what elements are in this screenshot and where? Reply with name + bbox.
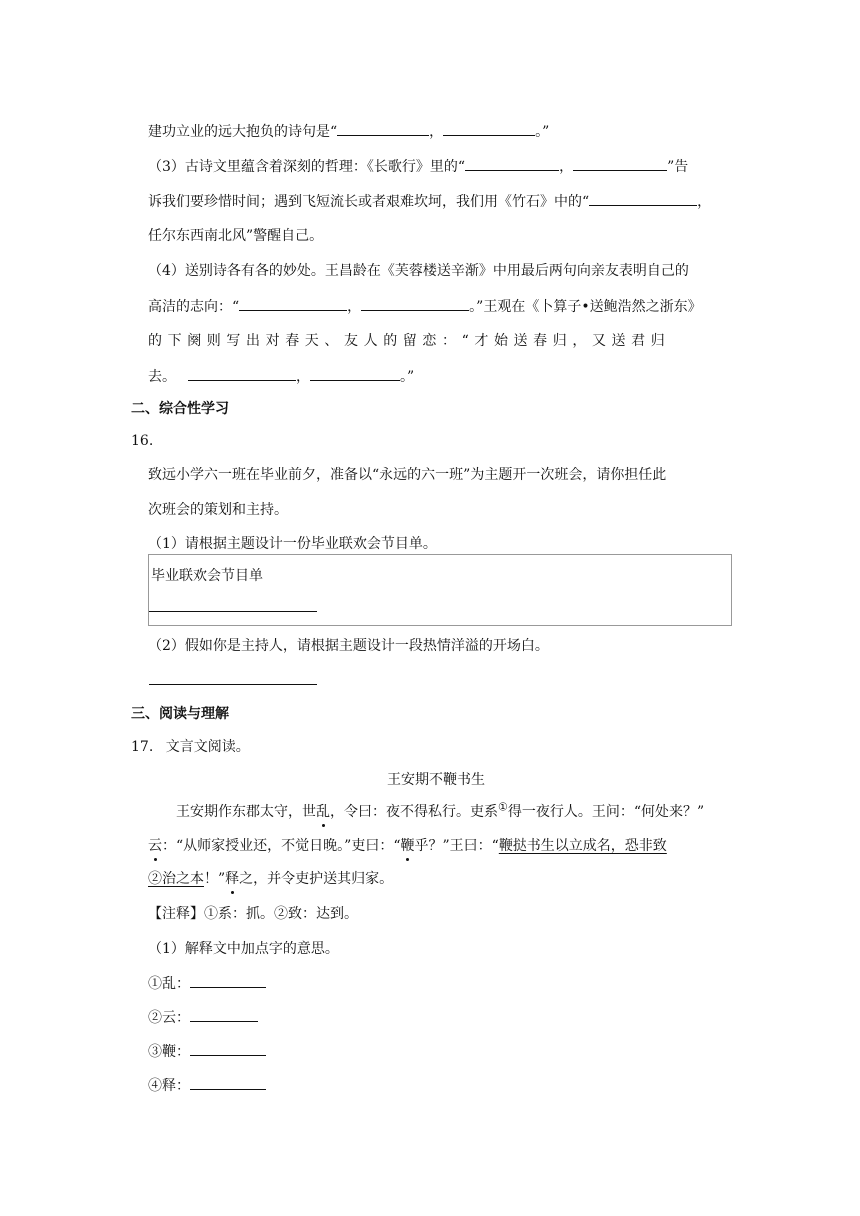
- q16-intro-line-2: 次班会的策划和主持。: [148, 502, 288, 518]
- note-mark: ①: [498, 800, 508, 814]
- passage-title: 王安期不鞭书生: [387, 772, 485, 788]
- notes: 【注释】①系：抓。②致：达到。: [148, 906, 358, 922]
- dotted-char: 云: [148, 838, 162, 854]
- text: ，: [429, 124, 444, 140]
- answer-blank[interactable]: [337, 121, 429, 136]
- answer-line[interactable]: [149, 684, 317, 685]
- q17-sub1: （1）解释文中加点字的意思。: [148, 941, 339, 957]
- answer-blank[interactable]: [190, 1075, 266, 1090]
- dotted-char: 释: [225, 871, 240, 887]
- q15-line-1: [148, 121, 549, 142]
- text: ”告: [667, 159, 689, 175]
- q15-part3-line-2: [148, 191, 711, 212]
- answer-blank[interactable]: [190, 1041, 266, 1056]
- answer-blank[interactable]: [190, 1007, 258, 1022]
- text: 乎？”王曰：“: [414, 838, 499, 854]
- answer-item: [148, 1041, 266, 1062]
- answer-line[interactable]: [149, 611, 317, 612]
- q15-part3-line-1: [148, 156, 688, 177]
- answer-blank[interactable]: [190, 973, 266, 988]
- answer-blank[interactable]: [361, 296, 469, 311]
- section-heading: 三、阅读与理解: [131, 706, 229, 722]
- q15-part3-line-3: 任尔东西南北风”警醒自己。: [148, 228, 324, 244]
- text: 。”: [400, 369, 415, 385]
- answer-blank[interactable]: [443, 121, 535, 136]
- answer-blank[interactable]: [188, 366, 296, 381]
- q15-part4-line-3: 的下阕则写出对春天、友人的留恋：“才始送春归，又送君归: [148, 333, 671, 349]
- q16-part1: （1）请根据主题设计一份毕业联欢会节目单。: [148, 536, 437, 552]
- text: 建功立业的远大抱负的诗句是“: [148, 124, 338, 140]
- text: ，: [697, 194, 712, 210]
- text: 得一夜行人。王问：“何处来？”: [507, 804, 705, 820]
- underlined-sentence: 鞭挞书生以立成名，恐非致: [498, 838, 667, 854]
- text: （3）古诗文里蕴含着深刻的哲理：《长歌行》里的“: [148, 159, 466, 175]
- text: 高洁的志向：“: [148, 299, 240, 315]
- text: ！”: [204, 871, 226, 887]
- underlined-sentence: ②治之本: [148, 871, 204, 887]
- answer-item: [148, 973, 266, 994]
- q15-part4-line-2: [148, 296, 702, 317]
- text: 。”: [535, 124, 550, 140]
- question-number: 16.: [131, 433, 154, 449]
- passage-line-2: [148, 836, 667, 856]
- dotted-char: 乱: [316, 804, 330, 820]
- text: ：“从师家授业还，不觉日晚。”吏曰：“: [162, 838, 401, 854]
- text: ，: [347, 299, 362, 315]
- passage-line-3: [148, 869, 393, 889]
- item-label: ①乱：: [148, 976, 190, 992]
- question-number: 17.: [131, 739, 154, 755]
- text: 之，并令吏护送其归家。: [239, 871, 394, 887]
- text: 王安期作东郡太守，世: [176, 804, 316, 820]
- text: 。”王观在《卜算子•送鲍浩然之浙东》: [469, 299, 702, 315]
- text: 诉我们要珍惜时间；遇到飞短流长或者艰难坎坷，我们用《竹石》中的“: [148, 194, 590, 210]
- section-heading: 二、综合性学习: [131, 401, 229, 417]
- text: 去。: [148, 369, 176, 385]
- answer-blank[interactable]: [239, 296, 347, 311]
- item-label: ③鞭：: [148, 1044, 190, 1060]
- answer-blank[interactable]: [310, 366, 400, 381]
- q16-part2: （2）假如你是主持人，请根据主题设计一段热情洋溢的开场白。: [148, 638, 549, 654]
- text: ，令曰：夜不得私行。吏系: [330, 804, 498, 820]
- instruction: 文言文阅读。: [165, 739, 250, 755]
- q15-part4-line-4: [148, 366, 414, 387]
- passage-line-1: [176, 802, 704, 822]
- text: ，: [559, 159, 574, 175]
- answer-blank[interactable]: [465, 156, 559, 171]
- answer-item: [148, 1075, 266, 1096]
- answer-blank[interactable]: [589, 191, 697, 206]
- q15-part4-line-1: （4）送别诗各有各的妙处。王昌龄在《芙蓉楼送辛渐》中用最后两句向亲友表明自己的: [148, 263, 689, 279]
- q17-header: [131, 737, 250, 757]
- answer-box[interactable]: [148, 554, 732, 626]
- q16-intro-line-1: 致远小学六一班在毕业前夕，准备以“永远的六一班”为主题开一次班会，请你担任此: [148, 467, 667, 483]
- box-title: 毕业联欢会节目单: [151, 568, 263, 584]
- item-label: ④释：: [148, 1078, 190, 1094]
- item-label: ②云：: [148, 1010, 190, 1026]
- answer-item: [148, 1007, 258, 1028]
- dotted-char: 鞭: [400, 838, 415, 854]
- text: ，: [296, 369, 310, 385]
- answer-blank[interactable]: [573, 156, 667, 171]
